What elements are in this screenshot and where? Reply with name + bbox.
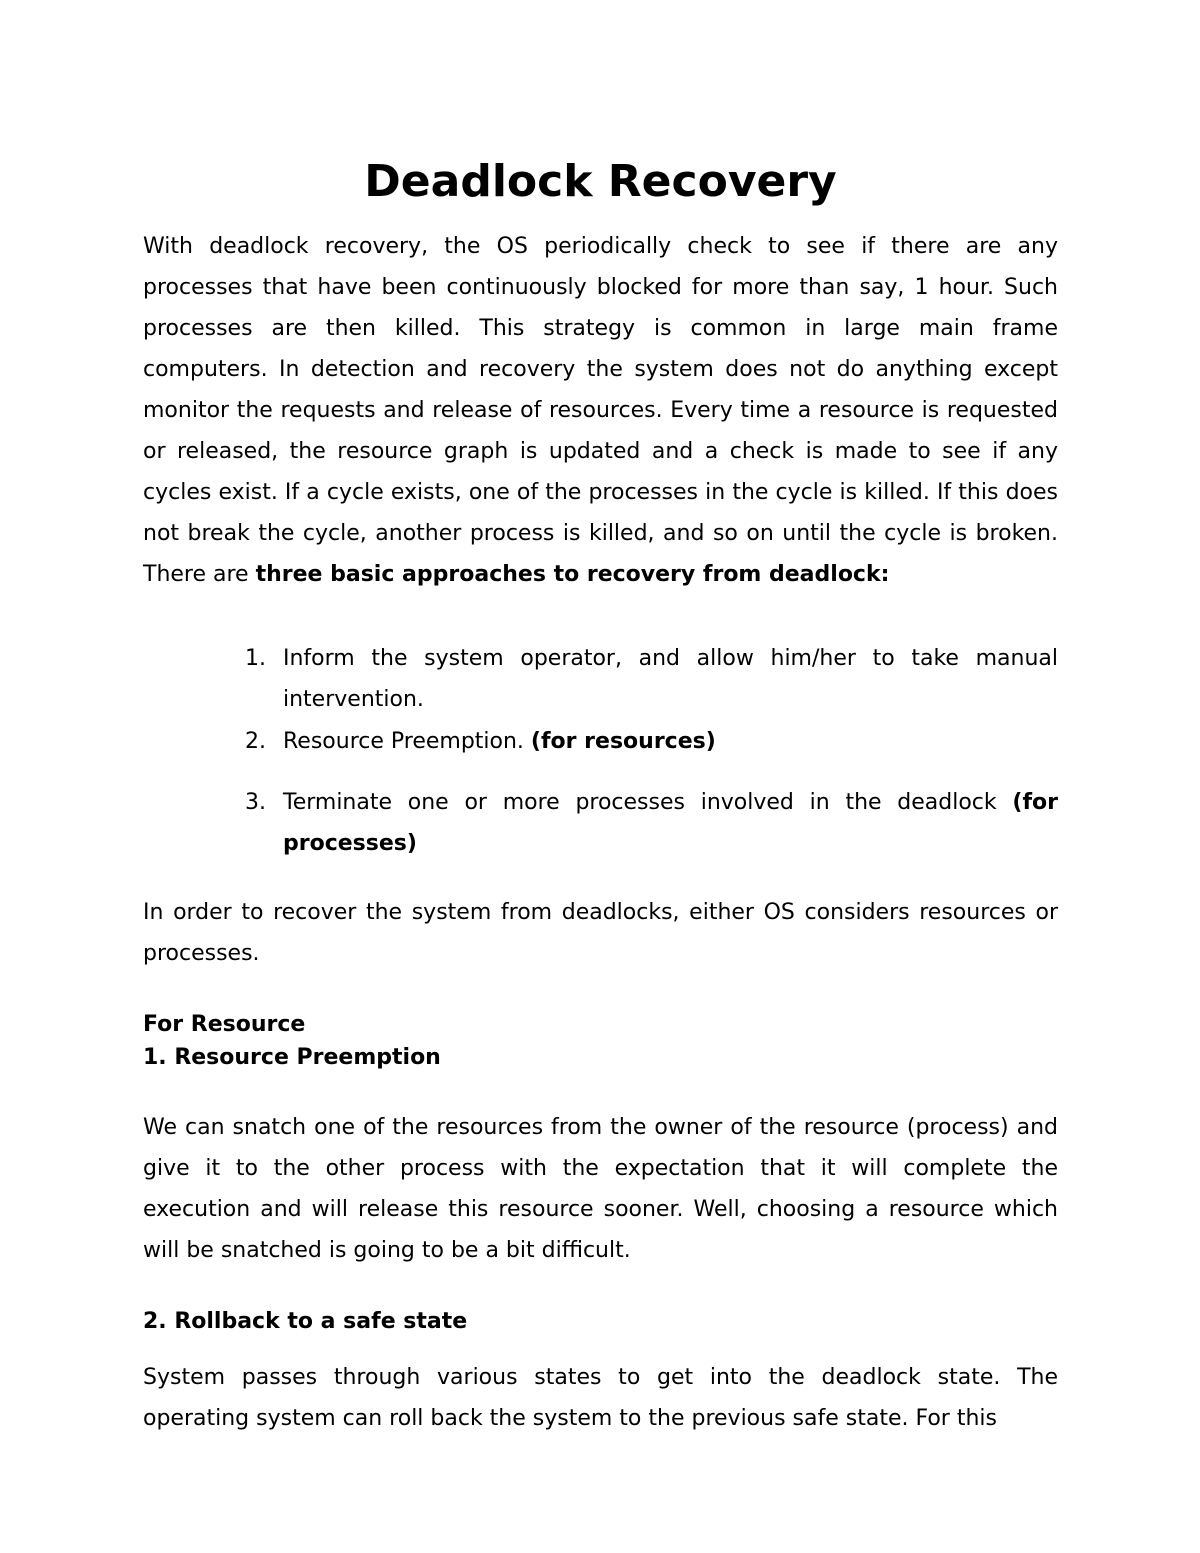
intro-paragraph	[143, 226, 1058, 595]
list-item-plain-text: Inform the system operator, and allow him/her to take manual intervention.	[283, 646, 1058, 712]
list-item-number: 3.	[245, 790, 266, 815]
resource-preemption-paragraph: We can snatch one of the resources from the owner of the resource (process) and give it to the other process with the expectation that it will complete the execution and will release this resource sooner. Well, choosing a resource which will be snatched is going to be a bit difficult.	[143, 1115, 1058, 1263]
resource-preemption-heading: 1. Resource Preemption	[143, 1045, 441, 1070]
page-title: Deadlock Recovery	[364, 156, 837, 207]
list-item-bold-text: (for resources)	[530, 729, 716, 754]
list-item-plain-text: Terminate one or more processes involved in the deadlock	[283, 790, 1013, 815]
intro-bold-text: three basic approaches to recovery from deadlock:	[255, 562, 890, 587]
intro-text: With deadlock recovery, the OS periodically check to see if there are any processes that have been continuously blocked for more than say, 1 hour. Such processes are then killed. This strategy is common in large main frame computers. In detection and recovery the system does not do anything except monitor the requests and release of resources. Every time a resource is requested or released, the resource graph is updated and a check is made to see if any cycles exist. If a cycle exists, one of the processes in the cycle is killed. If this does not break the cycle, another process is killed, and so on until the cycle is broken. There are	[143, 234, 1058, 587]
order-paragraph: In order to recover the system from deadlocks, either OS considers resources or processes.	[143, 900, 1058, 966]
for-resource-heading: For Resource	[143, 1012, 306, 1037]
list-item-text	[283, 782, 1058, 864]
list-item-number: 2.	[245, 729, 266, 754]
list-item-text	[283, 638, 1058, 720]
list-item-number: 1.	[245, 646, 266, 671]
rollback-heading: 2. Rollback to a safe state	[143, 1309, 468, 1334]
list-item-bold-text: (for processes)	[283, 790, 1058, 856]
list-item-plain-text: Resource Preemption.	[283, 729, 531, 754]
rollback-paragraph: System passes through various states to get into the deadlock state. The operating system can roll back the system to the previous safe state. For this	[143, 1365, 1058, 1431]
list-item-text	[283, 721, 1058, 762]
